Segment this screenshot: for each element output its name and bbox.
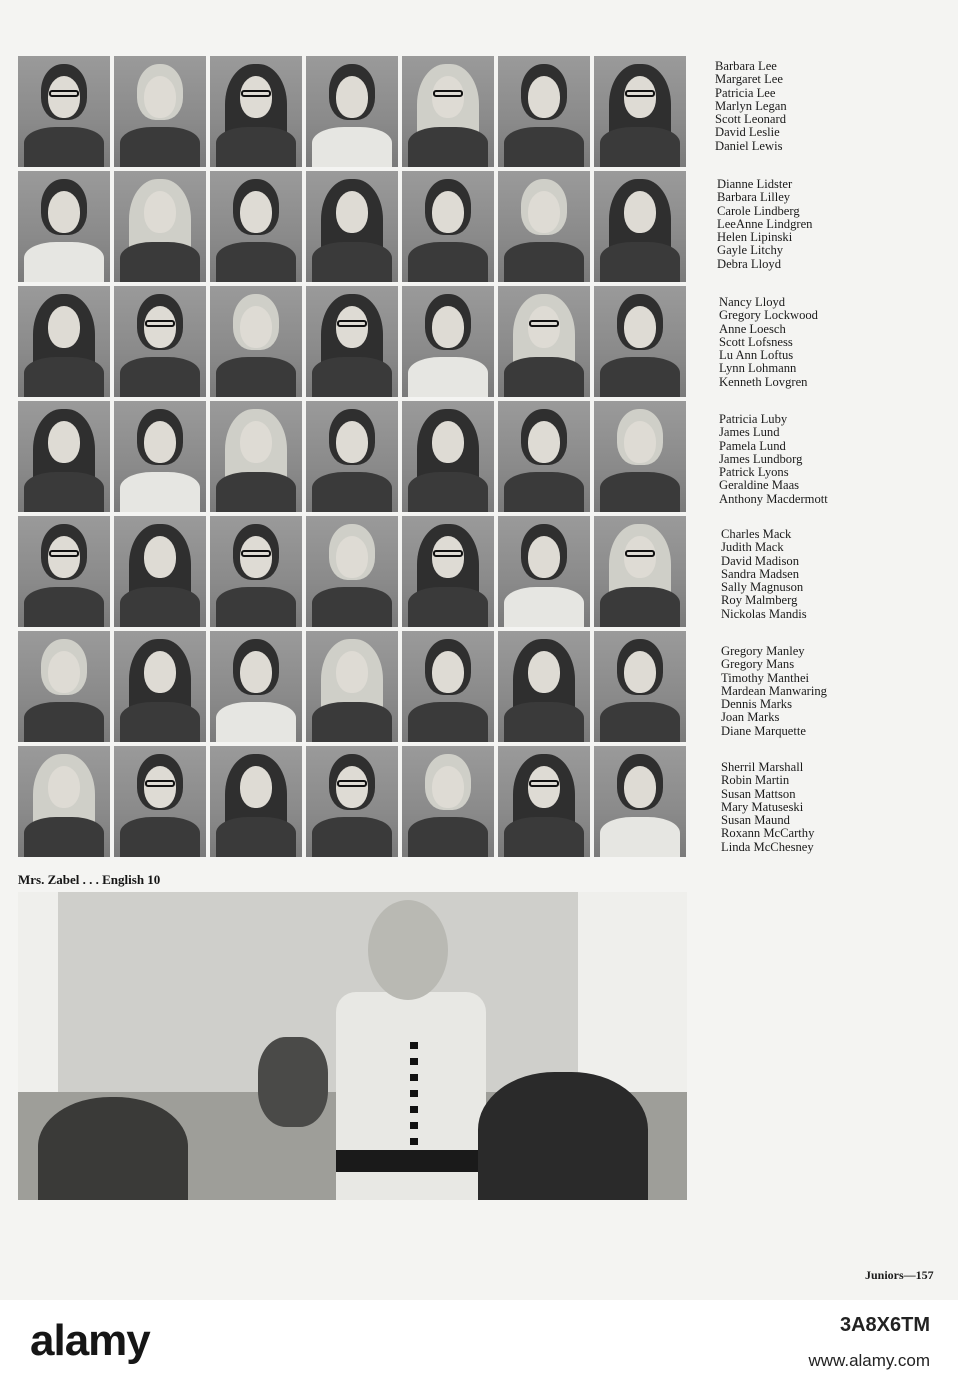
portrait-shoulders [408,127,488,167]
student-name: Anne Loesch [719,321,786,336]
name-group [721,761,814,854]
portrait-shoulders [504,587,584,627]
portrait-face [240,421,272,463]
name-group [717,178,812,271]
portrait-face [432,76,464,118]
portrait-face [144,421,176,463]
student-name: Patricia Lee [715,85,776,100]
student-name: Barbara Lilley [717,190,791,205]
student-portrait [18,286,110,397]
student-name: Scott Lofsness [719,334,793,349]
student-portrait [498,286,590,397]
student-name: James Lund [719,425,780,440]
portrait-face [624,651,656,693]
student-portrait [498,746,590,857]
portrait-glasses [529,320,559,327]
portrait-face [528,421,560,463]
portrait-face [432,766,464,808]
portrait-face [48,766,80,808]
portrait-shoulders [216,127,296,167]
portrait-face [432,536,464,578]
portrait-shoulders [600,127,680,167]
student-portrait [18,401,110,512]
portrait-shoulders [216,587,296,627]
portrait-shoulders [312,242,392,282]
student-portrait [114,516,206,627]
portrait-shoulders [312,472,392,512]
portrait-shoulders [312,357,392,397]
portrait-shoulders [312,127,392,167]
student-portrait [18,746,110,857]
student-portrait [402,286,494,397]
student-name: Susan Mattson [721,786,796,801]
student-name: Helen Lipinski [717,230,793,245]
student-portrait [594,631,686,742]
student-portrait [306,401,398,512]
portrait-shoulders [24,357,104,397]
watermark-meta [808,1314,930,1371]
student-portrait [210,171,302,282]
window-left [18,892,58,1092]
student-name: Margaret Lee [715,72,783,87]
portrait-shoulders [504,127,584,167]
student-name: Nancy Lloyd [719,295,786,309]
portrait-shoulders [408,357,488,397]
student-name: Anthony Macdermott [719,491,828,506]
student-name: David Leslie [715,125,780,140]
portrait-face [48,536,80,578]
portrait-face [624,76,656,118]
student-name: Dennis Marks [721,697,793,712]
name-group [719,413,828,506]
portrait-glasses [433,90,463,97]
portrait-face [144,766,176,808]
alamy-logo: alamy [30,1316,150,1365]
portrait-glasses [625,90,655,97]
student-name: Judith Mack [721,540,784,555]
portrait-shoulders [600,817,680,857]
portrait-face [144,306,176,348]
portrait-face [240,76,272,118]
portrait-shoulders [120,357,200,397]
student-right [478,1072,648,1200]
portrait-shoulders [216,472,296,512]
portrait-face [624,766,656,808]
portrait-glasses [337,780,367,787]
student-name: LeeAnne Lindgren [717,216,813,231]
portrait-face [624,191,656,233]
student-portrait [306,171,398,282]
name-group [715,60,787,153]
portrait-face [240,191,272,233]
portrait-face [144,536,176,578]
student-name: Nickolas Mandis [721,606,807,621]
student-portrait [18,56,110,167]
student-portrait [210,56,302,167]
student-name: Patrick Lyons [719,465,789,480]
portrait-face [624,306,656,348]
portrait-face [432,191,464,233]
teacher-belt [336,1150,486,1172]
portrait-face [528,536,560,578]
student-name: Barbara Lee [715,59,777,73]
student-portrait [498,171,590,282]
student-portrait [594,401,686,512]
student-name: Robin Martin [721,773,790,788]
portrait-face [144,651,176,693]
student-name: Joan Marks [721,710,780,725]
portrait-glasses [241,90,271,97]
portrait-shoulders [408,817,488,857]
student-portrait [402,746,494,857]
portrait-shoulders [504,817,584,857]
student-portrait [594,171,686,282]
student-name: Sherril Marshall [721,760,804,774]
student-portrait [210,286,302,397]
student-name: Roy Malmberg [721,593,798,608]
portrait-face [336,306,368,348]
student-portrait [306,746,398,857]
student-portrait [114,286,206,397]
portrait-glasses [433,550,463,557]
student-portrait [18,631,110,742]
student-portrait [306,56,398,167]
portrait-shoulders [408,587,488,627]
student-name: Pamela Lund [719,438,786,453]
student-portrait [402,516,494,627]
student-name: Geraldine Maas [719,478,800,493]
portrait-shoulders [408,702,488,742]
student-name: Roxann McCarthy [721,826,815,841]
portrait-face [48,306,80,348]
portrait-glasses [337,320,367,327]
student-name: Diane Marquette [721,723,806,738]
portrait-shoulders [600,357,680,397]
portrait-face [48,651,80,693]
teacher-head [368,900,448,1000]
student-portrait [114,56,206,167]
student-portrait [498,631,590,742]
portrait-shoulders [312,702,392,742]
portrait-shoulders [24,587,104,627]
student-portrait [18,171,110,282]
student-name: Lynn Lohmann [719,361,797,376]
student-name: Gregory Mans [721,657,795,672]
student-name: Sandra Madsen [721,566,799,581]
page-footer: Juniors—157 [865,1268,934,1282]
student-name: Gregory Lockwood [719,308,818,323]
portrait-shoulders [504,357,584,397]
portrait-shoulders [24,702,104,742]
portrait-face [240,766,272,808]
portrait-shoulders [120,702,200,742]
portrait-glasses [241,550,271,557]
portrait-face [528,191,560,233]
portrait-face [432,421,464,463]
student-name: David Madison [721,553,800,568]
student-name: Debra Lloyd [717,256,781,271]
portrait-shoulders [120,817,200,857]
student-portrait [210,631,302,742]
student-left [38,1097,188,1200]
student-name: Marlyn Legan [715,98,787,113]
photo-caption: Mrs. Zabel . . . English 10 [18,872,161,887]
student-portrait [498,56,590,167]
student-portrait [498,516,590,627]
student-portrait [210,746,302,857]
portrait-glasses [145,780,175,787]
student-name: Sally Magnuson [721,580,804,595]
portrait-shoulders [504,242,584,282]
watermark-url: www.alamy.com [808,1351,930,1370]
student-name: Lu Ann Loftus [719,348,794,363]
portrait-face [336,76,368,118]
student-portrait [114,171,206,282]
portrait-shoulders [120,242,200,282]
portrait-shoulders [24,817,104,857]
portrait-face [528,306,560,348]
name-group [721,528,807,621]
portrait-face [336,191,368,233]
portrait-shoulders [504,702,584,742]
portrait-shoulders [216,817,296,857]
name-group [719,296,818,389]
watermark-bar [0,1300,958,1390]
student-portrait [306,286,398,397]
student-name: Susan Maund [721,813,790,828]
portrait-face [528,651,560,693]
student-portrait [210,401,302,512]
portrait-face [336,651,368,693]
portrait-glasses [625,550,655,557]
image-id: 3A8X6TM [839,1314,930,1336]
portrait-face [48,76,80,118]
portrait-shoulders [120,472,200,512]
name-group [721,645,827,738]
portrait-face [240,651,272,693]
portrait-shoulders [600,587,680,627]
portrait-shoulders [504,472,584,512]
portrait-face [528,766,560,808]
portrait-shoulders [408,242,488,282]
student-portrait [402,171,494,282]
student-name: Scott Leonard [715,112,786,127]
portrait-face [48,191,80,233]
portrait-face [432,651,464,693]
student-name: Gregory Manley [721,644,805,658]
student-portrait [594,286,686,397]
student-name: Kenneth Lovgren [719,374,808,389]
student-portrait [402,401,494,512]
student-portrait [498,401,590,512]
portrait-shoulders [312,587,392,627]
student-name: Timothy Manthei [721,670,810,685]
portrait-shoulders [600,472,680,512]
portrait-face [336,421,368,463]
student-name: Carole Lindberg [717,203,800,218]
student-portrait [402,56,494,167]
portrait-face [48,421,80,463]
student-name: Mary Matuseski [721,799,804,814]
student-portrait [210,516,302,627]
student-name: Mardean Manwaring [721,683,827,698]
student-portrait [114,631,206,742]
student-name: Daniel Lewis [715,138,783,153]
student-portrait [114,746,206,857]
background-student [258,1037,328,1127]
student-portrait [114,401,206,512]
portrait-shoulders [120,587,200,627]
student-portrait [594,746,686,857]
portrait-glasses [49,550,79,557]
student-name: Dianne Lidster [717,177,793,191]
dress-buttons [410,1042,418,1152]
portrait-face [432,306,464,348]
student-portrait [306,631,398,742]
portrait-grid [18,56,686,857]
student-name: Patricia Luby [719,412,788,426]
portrait-face [528,76,560,118]
portrait-face [144,191,176,233]
student-name: Gayle Litchy [717,243,784,258]
student-portrait [402,631,494,742]
portrait-shoulders [408,472,488,512]
portrait-shoulders [600,242,680,282]
student-portrait [18,516,110,627]
portrait-shoulders [216,702,296,742]
portrait-glasses [145,320,175,327]
portrait-shoulders [24,472,104,512]
portrait-shoulders [216,357,296,397]
portrait-shoulders [24,242,104,282]
student-portrait [594,56,686,167]
portrait-face [624,536,656,578]
window-right [578,892,687,1092]
portrait-face [336,536,368,578]
portrait-face [240,536,272,578]
portrait-shoulders [312,817,392,857]
portrait-shoulders [600,702,680,742]
portrait-shoulders [216,242,296,282]
student-name: Charles Mack [721,527,792,541]
student-portrait [306,516,398,627]
portrait-shoulders [24,127,104,167]
portrait-face [336,766,368,808]
classroom-photo [18,892,687,1200]
portrait-glasses [49,90,79,97]
portrait-shoulders [120,127,200,167]
portrait-glasses [529,780,559,787]
portrait-face [624,421,656,463]
student-name: Linda McChesney [721,839,814,854]
portrait-face [240,306,272,348]
student-portrait [594,516,686,627]
portrait-face [144,76,176,118]
student-name: James Lundborg [719,451,803,466]
